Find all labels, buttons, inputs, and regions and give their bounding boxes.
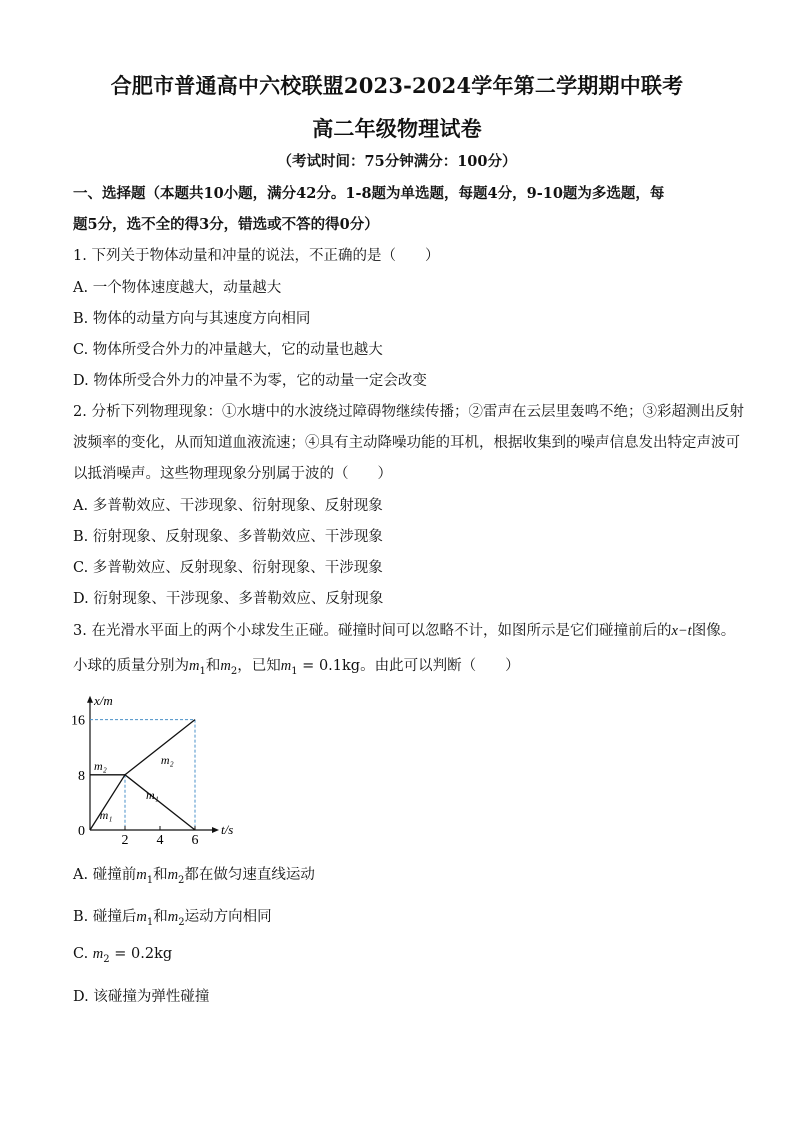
y-tick-label: 8 — [78, 768, 85, 784]
q2-stem-line3: 以抵消噪声。这些物理现象分别属于波的（ ） — [73, 466, 392, 482]
exam-subtitle: 高二年级物理试卷 — [312, 116, 482, 141]
q3-option-a — [73, 863, 733, 886]
q3-option-d: D. 该碰撞为弹性碰撞 — [73, 989, 210, 1005]
q2-option-b: B. 衍射现象、反射现象、多普勒效应、干涉现象 — [73, 529, 383, 545]
sub-1: 1 — [291, 665, 298, 677]
q1-option-d: D. 物体所受合外力的冲量不为零，它的动量一定会改变 — [73, 373, 427, 389]
q3-stem-line1 — [73, 619, 736, 640]
y-axis-label: x/m — [94, 692, 113, 708]
q1-option-c: C. 物体所受合外力的冲量越大，它的动量也越大 — [73, 342, 383, 358]
xt-graph — [70, 684, 270, 844]
q3-stem-text: 3. 在光滑水平面上的两个小球发生正碰。碰撞时间可以忽略不计，如图所示是它们碰撞前后的 — [73, 623, 672, 639]
q2-option-d: D. 衍射现象、干涉现象、多普勒效应、反射现象 — [73, 591, 384, 607]
q1-option-a: A. 一个物体速度越大，动量越大 — [73, 280, 282, 296]
m-symbol: m — [189, 658, 200, 674]
x-axis-arrow — [212, 827, 219, 833]
opt-c-value: = 0.2kg — [109, 946, 173, 962]
section-heading-line2: 题5分，选不全的得3分，错选或不答的得0分） — [73, 216, 379, 233]
exam-info: （考试时间：75分钟满分：100分） — [277, 153, 517, 170]
m-symbol: m — [92, 946, 104, 962]
y-axis-arrow — [87, 696, 93, 703]
y-tick-label: 16 — [71, 713, 85, 729]
x-tick-label: 2 — [121, 833, 129, 844]
sub-1: 1 — [146, 874, 154, 886]
q3-option-b — [73, 905, 733, 928]
sub-2: 2 — [178, 916, 185, 928]
m-symbol: m — [280, 658, 292, 674]
x-tick-label: 4 — [156, 833, 164, 844]
q3-mass-text: 小球的质量分别为 — [73, 658, 189, 674]
q3-stem-line2 — [73, 654, 733, 677]
q3-given: ，已知 — [237, 658, 281, 674]
q3-option-c — [73, 946, 733, 965]
opt-a-and: 和 — [153, 867, 168, 883]
q2-stem-line2: 波频率的变化，从而知道血液流速；④具有主动降噪功能的耳机，根据收集到的噪声信息发出特定声波可 — [73, 435, 740, 451]
opt-b-end: 运动方向相同 — [184, 909, 272, 925]
x-axis-label: t/s — [221, 822, 234, 837]
opt-c-text: C. — [73, 946, 93, 962]
label-m2-after: m₂ — [160, 752, 174, 767]
x-tick-label: 6 — [191, 833, 199, 844]
q3-m1-value: = 0.1kg — [297, 658, 361, 674]
sub-2: 2 — [178, 874, 185, 886]
label-m1-after: m₁ — [146, 787, 159, 802]
m-symbol: m — [167, 867, 179, 883]
m-symbol: m — [136, 909, 147, 925]
m-symbol: m — [167, 909, 179, 925]
q1-option-b: B. 物体的动量方向与其速度方向相同 — [73, 311, 311, 327]
opt-b-and: 和 — [153, 909, 168, 925]
opt-b-text: B. 碰撞后 — [73, 909, 137, 925]
origin-label: 0 — [78, 824, 85, 839]
section-heading-line1: 一、选择题（本题共10小题，满分42分。1-8题为单选题，每题4分，9-10题为多选题，每 — [73, 185, 665, 202]
m-symbol: m — [136, 867, 147, 883]
sub-1: 1 — [146, 916, 154, 928]
opt-a-text: A. 碰撞前 — [73, 867, 137, 883]
q3-xt-symbol: x−t — [671, 623, 692, 639]
m-symbol: m — [220, 658, 231, 674]
sub-1: 1 — [199, 665, 206, 677]
q1-stem: 1. 下列关于物体动量和冲量的说法，不正确的是（ ） — [73, 248, 440, 264]
q2-option-c: C. 多普勒效应、反射现象、衍射现象、干涉现象 — [73, 560, 383, 576]
sub-2: 2 — [230, 665, 238, 677]
graph-root — [71, 693, 233, 844]
label-m1-before: m₁ — [99, 807, 113, 822]
opt-a-end: 都在做匀速直线运动 — [184, 867, 315, 883]
label-m2-before: m₂ — [94, 758, 107, 773]
q2-stem-line1: 2. 分析下列物理现象：①水塘中的水波绕过障碍物继续传播；②雷声在云层里轰鸣不绝；③彩超测出反射 — [73, 404, 744, 420]
exam-title: 合肥市普通高中六校联盟2023-2024学年第二学期期中联考 — [110, 73, 684, 98]
q3-judge: 。由此可以判断（ ） — [360, 658, 520, 674]
sub-2: 2 — [103, 953, 110, 965]
q3-and: 和 — [205, 658, 221, 674]
q2-option-a: A. 多普勒效应、干涉现象、衍射现象、反射现象 — [73, 498, 383, 514]
q3-stem-text-end: 图像。 — [691, 623, 736, 639]
